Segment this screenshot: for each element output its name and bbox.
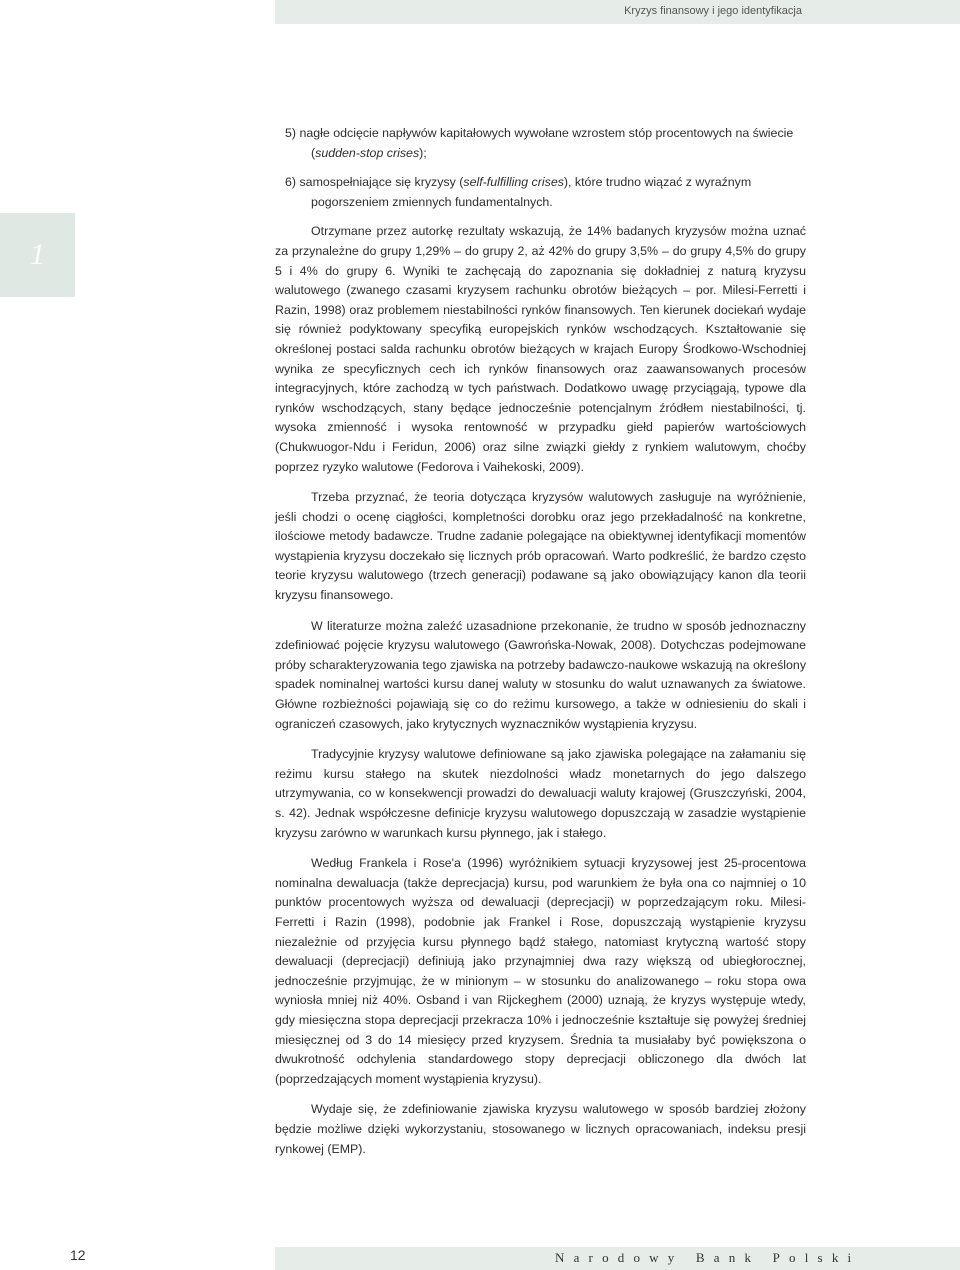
list-item-number: 5)	[285, 126, 297, 140]
paragraph: Według Frankela i Rose'a (1996) wyróżnikiem sytuacji kryzysowej jest 25-procentowa nominalna dewaluacja (także deprecjacja) kursu, pod warunkiem że była ona co najmniej o 10 punktów procentowych wyższa od dewaluacji (deprecjacji) w poprzedzającym roku. Milesi-Ferretti i Razin (1998), podobnie jak Frankel i Rose, dopuszczają wystąpienie kryzysu niezależnie od przyjęcia kursu płynnego bądź stałego, natomiast krytyczną wartość stopy dewaluacji (deprecjacji) definiują jako przynajmniej dwa razy większą od ubiegłorocznej, jednocześnie przyjmując, że w minionym – w stosunku do analizowanego – roku stopa owa wyniosła mniej niż 40%. Osband i van Rijckeghem (2000) uznają, że kryzys występuje wtedy, gdy miesięczna stopa deprecjacji przekracza 10% i jednocześnie kształtuje się powyżej średniej miesięcznej od 3 do 14 miesięcy przed kryzysem. Średnia ta musiałaby być powiększona o dwukrotność odchylenia standardowego stopy deprecjacji obliczonego dla dwóch lat (poprzedzających moment wystąpienia kryzysu).	[275, 856, 806, 1086]
paragraph: W literaturze można zaleźć uzasadnione przekonanie, że trudno w sposób jednoznaczny zdefiniować pojęcie kryzysu walutowego (Gawrońska-Nowak, 2008). Dotychczas podejmowane próby scharakteryzowania tego zjawiska na potrzeby badawczo-naukowe wskazują na określony spadek nominalnej wartości kursu danej waluty w stosunku do walut uznawanych za światowe. Główne rozbieżności pojawiają się co do reżimu kursowego, a także w odniesieniu do skali i ograniczeń czasowych, jako krytycznych wyznaczników wystąpienia kryzysu.	[275, 618, 807, 731]
list-item-text: samospełniające się kryzysy (	[299, 175, 464, 190]
list-item	[285, 173, 806, 212]
chapter-number: 1	[30, 238, 45, 271]
paragraph: Wydaje się, że zdefiniowanie zjawiska kryzysu walutowego w sposób bardziej złożony będzie możliwe dzięki wykorzystaniu, stosowanego w licznych opracowaniach, indeksu presji rynkowej (EMP).	[275, 1102, 806, 1156]
publisher-name: Narodowy Bank Polski	[555, 1250, 861, 1265]
list-item	[285, 124, 806, 163]
list-item-text: ), które trudno wiązać z wyraźnym pogorszeniem zmiennych fundamentalnych.	[311, 175, 752, 209]
list-item-text: nagłe odcięcie napływów kapitałowych wywołane wzrostem stóp procentowych na świecie (	[299, 126, 794, 160]
main-content	[275, 124, 806, 1170]
page-number: 12	[70, 1247, 86, 1263]
running-title: Kryzys finansowy i jego identyfikacja	[624, 5, 802, 17]
list-item-emphasis: self-fulfilling crises	[463, 175, 564, 190]
chapter-marker	[0, 213, 75, 297]
paragraph: Tradycyjnie kryzysy walutowe definiowane są jako zjawiska polegające na załamaniu się reżimu kursu stałego na skutek niezdolności władz monetarnych do jego dalszego utrzymywania, co w konsekwencji prowadzi do dewaluacji waluty krajowej (Gruszczyński, 2004, s. 42). Jednak współczesne definicje kryzysu walutowego dopuszczają w zasadzie wystąpienie kryzysu zarówno w warunkach kursu płynnego, jak i stałego.	[275, 747, 806, 840]
paragraph: Otrzymane przez autorkę rezultaty wskazują, że 14% badanych kryzysów można uznać za przynależne do grupy 1,29% – do grupy 2, aż 42% do grupy 3,5% – do grupy 4,5% do grupy 5 i 4% do grupy 6. Wyniki te zachęcają do zapoznania się dokładniej z naturą kryzysu walutowego (zwanego czasami kryzysem rachunku obrotów bieżących – por. Milesi-Ferretti i Razin, 1998) oraz problemem niestabilności rynków finansowych. Ten kierunek dociekań wydaje się również podyktowany specyfiką europejskich rynków wschodzących. Kształtowanie się określonej postaci salda rachunku obrotów bieżących w krajach Europy Środkowo-Wschodniej wynika ze specyficznych cech ich rynków finansowych oraz zaawansowanych procesów integracyjnych, które zachodzą w tych państwach. Dodatkowo uwagę przyciągają, typowe dla rynków wschodzących, stany będące jednocześnie potencjalnym źródłem niestabilności, tj. wysoka zmienność i wysoka rentowność w przypadku giełd papierów wartościowych (Chukwuogor-Ndu i Feridun, 2006) oraz silne związki giełdy z rynkiem walutowym, choćby poprzez ryzyko walutowe (Fedorova i Vaihekoski, 2009).	[275, 224, 806, 474]
list-item-text: );	[419, 145, 427, 160]
paragraph: Trzeba przyznać, że teoria dotycząca kryzysów walutowych zasługuje na wyróżnienie, jeśli chodzi o ocenę ciągłości, kompletności dorobku oraz jego przekładalność na konkretne, ilościowe metody badawcze. Trudne zadanie polegające na obiektywnej identyfikacji momentów wystąpienia kryzysu doczekało się licznych prób opracowań. Warto podkreślić, że bardzo często teorie kryzysu walutowego (trzech generacji) podawane są jako obowiązujący kanon dla teorii kryzysu finansowego.	[275, 490, 806, 603]
list-item-emphasis: sudden-stop crises	[315, 145, 420, 160]
header-band	[275, 0, 960, 24]
list-item-number: 6)	[285, 175, 297, 190]
